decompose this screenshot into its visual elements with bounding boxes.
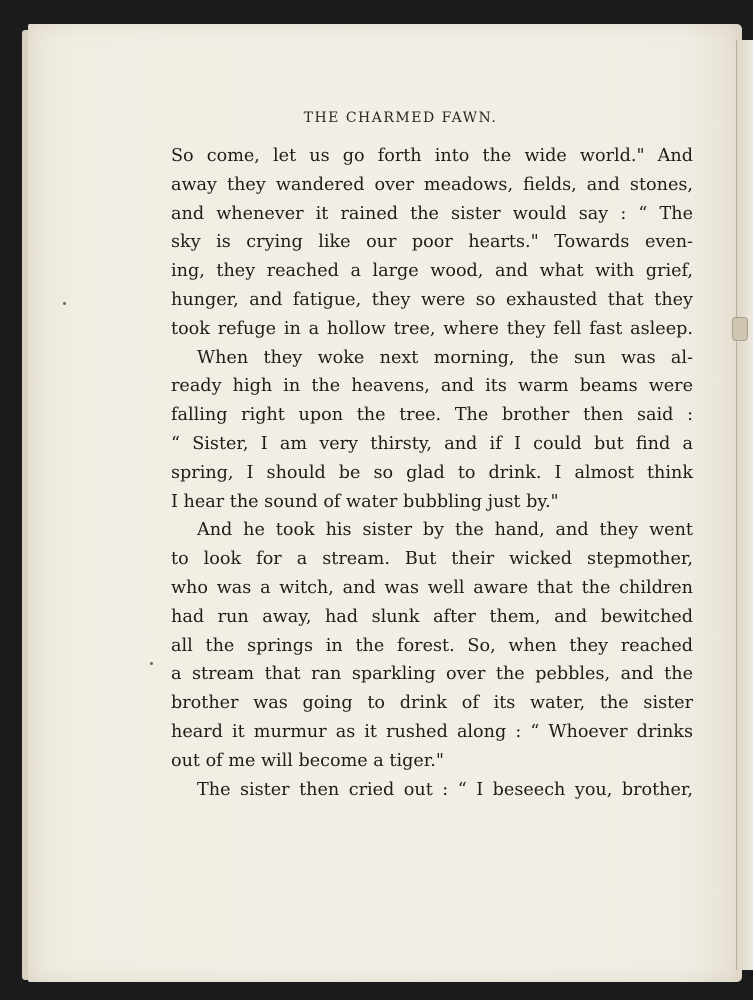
text-line: falling right upon the tree. The brother then said : — [171, 405, 693, 426]
text-line: spring, I should be so glad to drink. I almost think — [171, 462, 693, 483]
text-line: sky is crying like our poor hearts." Towards even- — [171, 232, 693, 253]
text-line: out of me will become a tiger." — [171, 750, 444, 771]
text-line: I hear the sound of water bubbling just by." — [171, 491, 559, 512]
text-line: all the springs in the forest. So, when they reached — [171, 635, 693, 656]
text-line: ready high in the heavens, and its warm beams were — [171, 376, 693, 397]
text-line: And he took his sister by the hand, and they went — [197, 520, 693, 541]
text-line: “ Sister, I am very thirsty, and if I could but find a — [171, 433, 693, 454]
text-line: brother was going to drink of its water, the sister — [171, 693, 693, 714]
text-line: ing, they reached a large wood, and what with grief, — [171, 261, 693, 282]
binding-stitch — [733, 318, 747, 340]
text-line: took refuge in a hollow tree, where they fell fast asleep. — [171, 318, 693, 339]
text-line: hunger, and fatigue, they were so exhausted that they — [171, 289, 693, 310]
text-line: had run away, had slunk after them, and bewitched — [171, 606, 693, 627]
text-line: a stream that ran sparkling over the pebbles, and the — [171, 664, 693, 685]
adjacent-page-edge — [736, 40, 753, 970]
running-head: THE CHARMED FAWN. — [303, 110, 498, 126]
text-line: The sister then cried out : “ I beseech you, brother, — [197, 779, 693, 800]
text-line: When they woke next morning, the sun was al- — [197, 347, 693, 368]
paper-speck — [150, 662, 153, 665]
text-line: So come, let us go forth into the wide world." And — [171, 146, 693, 166]
text-line: to look for a stream. But their wicked stepmother, — [171, 549, 693, 570]
text-line: away they wandered over meadows, fields, and stones, — [171, 174, 693, 195]
body-text — [171, 142, 693, 804]
text-line: and whenever it rained the sister would say : “ The — [171, 203, 693, 224]
paper-speck — [63, 302, 66, 305]
text-line: who was a witch, and was well aware that the children — [171, 577, 693, 598]
text-line: heard it murmur as it rushed along : “ Whoever drinks — [171, 721, 693, 742]
